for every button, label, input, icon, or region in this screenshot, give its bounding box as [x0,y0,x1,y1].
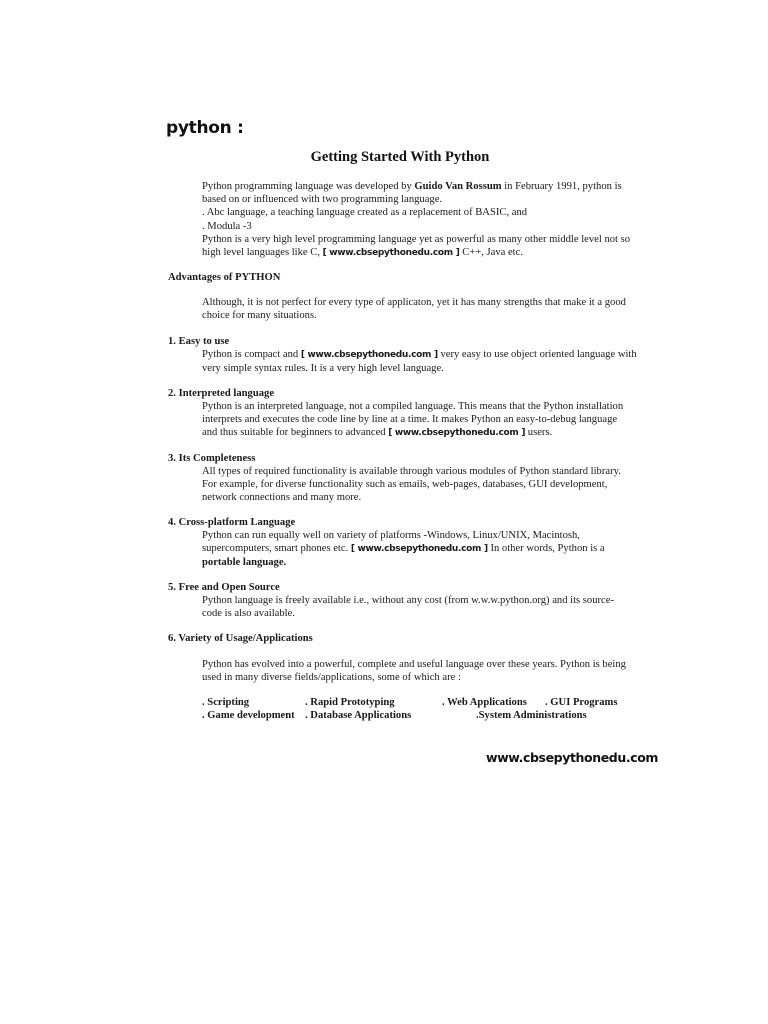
body-text: All types of required functionality is available through various modules of Python standard library. [202,466,621,477]
inline-site: www.cbsepythonedu.com [357,544,482,555]
body-text: interprets and executes the code line by line at a time. It makes Python an easy-to-debug language [202,414,618,426]
body-text: Python can run equally well on variety of platforms -Windows, Linux/UNIX, Macintosh, [202,530,580,541]
intro-text: in February 1991, python is [501,181,622,192]
application-item: . Database Applications [305,710,412,721]
section-paragraph [202,594,634,620]
section-paragraph: Python is compact and [ www.cbsepythonedu.com ] very easy to use object oriented language with very simple syntax rules. It is a very high level language. [202,349,637,375]
application-item: .System Administrations [476,710,587,721]
application-item: . Web Applications [442,697,527,708]
application-item: . Rapid Prototyping [305,697,395,708]
section-heading: 3. Its Completeness [168,453,256,464]
section-heading: 4. Cross-platform Language [168,517,296,528]
inline-site: www.cbsepythonedu.com [307,350,432,360]
section-heading: 1. Easy to use [168,336,230,347]
intro-text: Python programming language was developed by [202,181,415,192]
body-text: code is also available. [202,608,295,620]
application-item: . Game development [202,710,295,721]
intro-text: C++, Java etc. [459,247,523,259]
section-heading: 6. Variety of Usage/Applications [168,633,313,644]
section-heading: Advantages of PYTHON [168,272,281,283]
body-text: Python is an interpreted language, not a compiled language. This means that the Python installation [202,401,624,412]
intro-text: . Abc language, a teaching language created as a replacement of BASIC, and [202,207,528,219]
body-text: very easy to use object oriented language with [437,349,637,360]
application-item: . Scripting [202,697,250,708]
body-text: and thus suitable for beginners to advanced [202,427,389,439]
footer-website: www.cbsepythonedu.com [486,750,659,765]
body-text: choice for many situations. [202,310,317,322]
body-text: Python has evolved into a powerful, complete and useful language over these years. Python is being [202,659,626,670]
inline-site: www.cbsepythonedu.com [394,428,519,439]
page-title: Getting Started With Python [310,149,490,165]
section-heading: 5. Free and Open Source [168,582,280,593]
intro-text: Python is a very high level programming language yet as powerful as many other middle level not so [202,233,631,245]
intro-text: based on or influenced with two programming language. [202,194,443,206]
body-text-bold: portable language. [202,557,287,569]
brand-heading: python : [166,118,244,138]
body-text: very simple syntax rules. It is a very high level language. [202,363,444,375]
intro-paragraph: Python programming language was developed by Guido Van Rossum in February 1991, python is based on or influenced with two programming language. . Abc language, a teaching language created as a replacement of BASIC, and . Modula -3 Python is a very high level programming language yet as powerful as many other middle level not so high level languages like C, [ www.cbsepythonedu.com ] C++, Java etc. [202,180,634,260]
section-paragraph: Python is an interpreted language, not a compiled language. This means that the Python installation interprets and executes the code line by line at a time. It makes Python an easy-to-debug language and thus suitable for beginners to advanced [ www.cbsepythonedu.com ] users. [202,400,634,441]
advantages-paragraph [202,296,634,322]
body-text: For example, for diverse functionality such as emails, web-pages, databases, GUI development, [202,479,608,491]
intro-text: . Modula -3 [202,220,252,232]
application-item: . GUI Programs [545,697,618,708]
section-paragraph: Python can run equally well on variety of platforms -Windows, Linux/UNIX, Macintosh, supercomputers, smart phones etc. [ www.cbsepythonedu.com ] In other words, Python is a portable language. [202,529,634,570]
body-text: Python is compact and [202,349,301,360]
body-text: supercomputers, smart phones etc. [202,543,351,555]
section-paragraph [202,658,634,684]
author-name: Guido Van Rossum [414,181,502,192]
body-text: used in many diverse fields/applications, some of which are : [202,672,461,684]
body-text: In other words, Python is a [487,543,605,555]
inline-site: www.cbsepythonedu.com [329,248,453,259]
section-heading: 2. Interpreted language [168,388,275,399]
body-text: Although, it is not perfect for every type of applicaton, yet it has many strengths that make it a good [202,297,626,308]
section-paragraph [202,465,634,505]
body-text: users. [525,427,553,439]
intro-text: high level languages like C, [202,247,323,259]
body-text: network connections and many more. [202,492,362,504]
body-text: Python language is freely available i.e., without any cost (from w.w.w.python.org) and its source- [202,595,614,606]
